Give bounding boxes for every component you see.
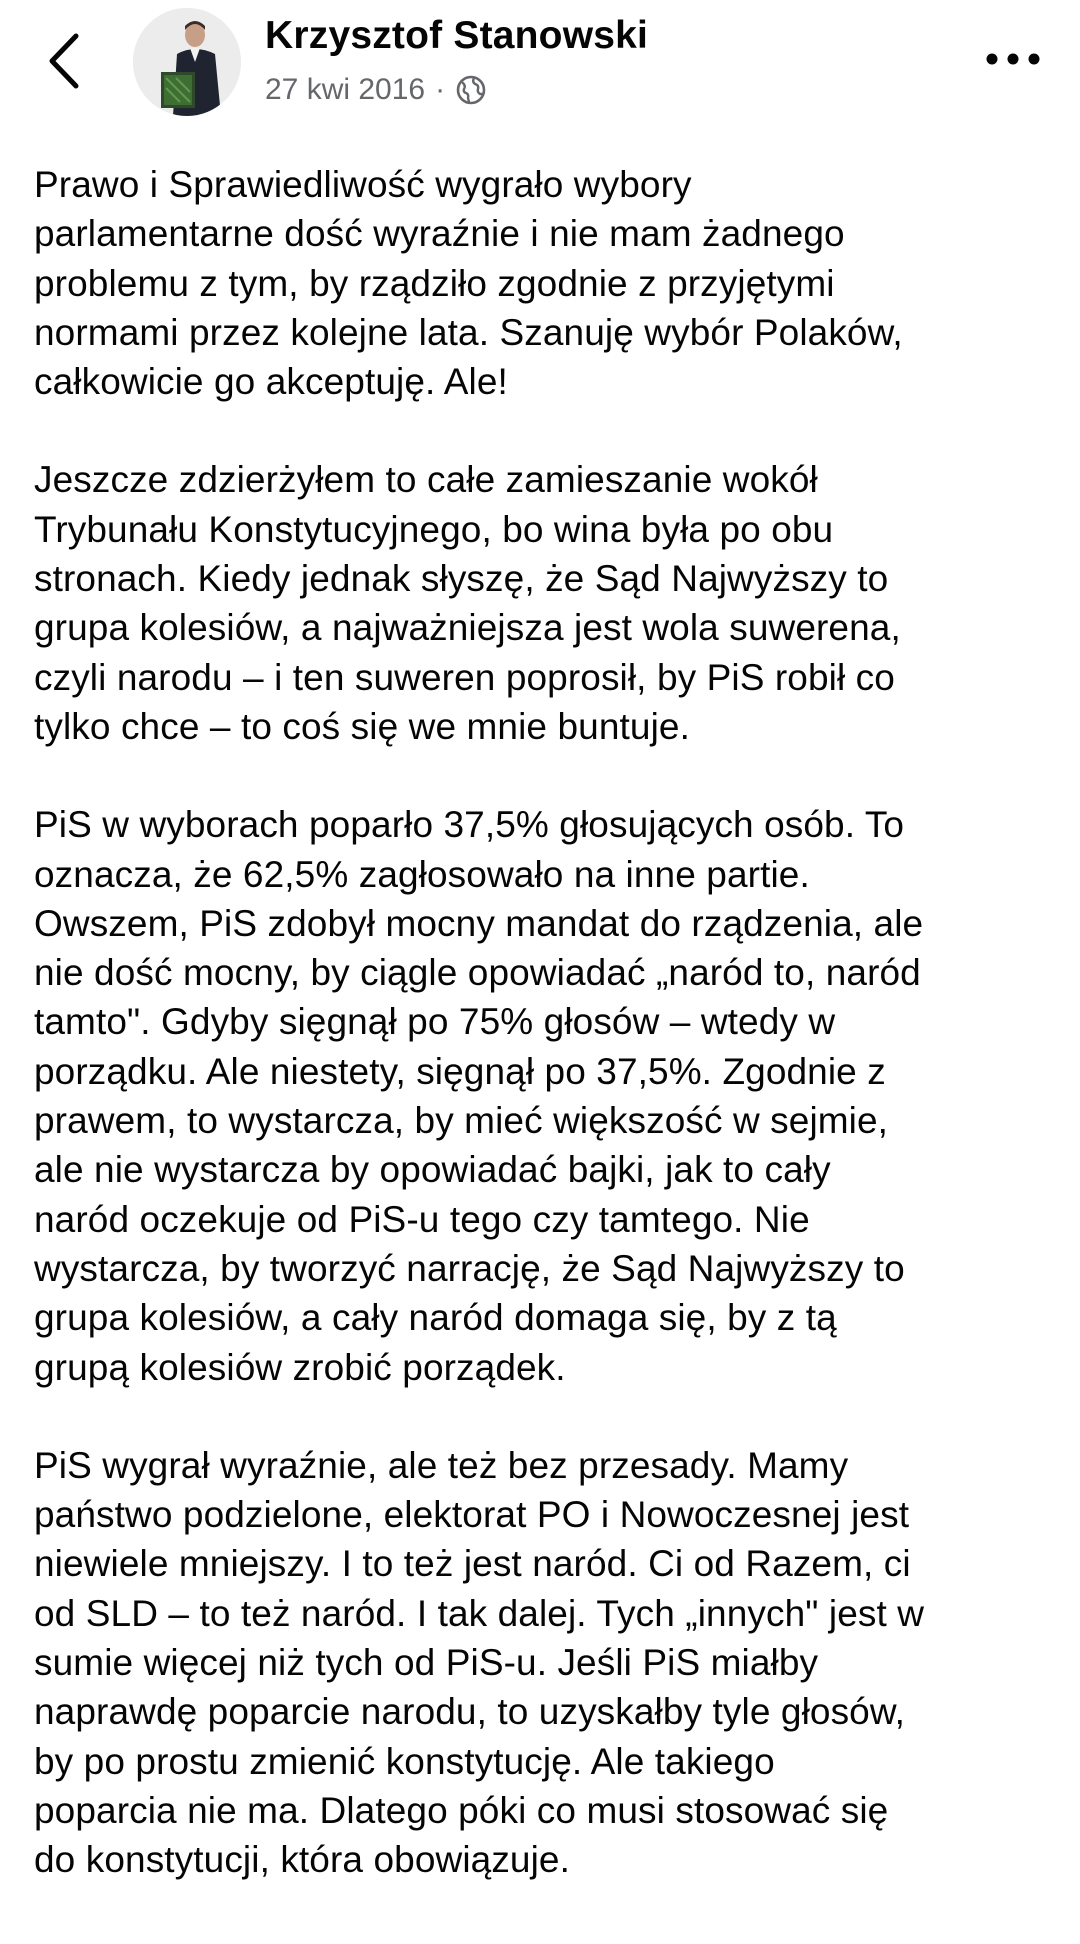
- post-date[interactable]: 27 kwi 2016: [265, 73, 426, 106]
- text-line: od SLD – to też naród. I tak dalej. Tych „innych" jest w: [34, 1592, 925, 1634]
- text-line: państwo podzielone, elektorat PO i Nowoczesnej jest: [34, 1494, 910, 1536]
- chevron-left-icon: [40, 26, 90, 96]
- text-line: normami przez kolejne lata. Szanuję wybór Polaków,: [34, 311, 903, 353]
- text-line: Trybunału Konstytucyjnego, bo wina była po obu: [34, 508, 834, 550]
- text-line: grupa kolesiów, a najważniejsza jest wola suwerena,: [34, 607, 901, 649]
- text-line: wystarcza, by tworzyć narrację, że Sąd Najwyższy to: [34, 1247, 905, 1289]
- text-line: by po prostu zmienić konstytucję. Ale takiego: [34, 1740, 775, 1782]
- text-line: nie dość mocny, by ciągle opowiadać „naród to, naród: [34, 952, 921, 994]
- text-line: grupa kolesiów, a cały naród domaga się, by z tą: [34, 1297, 837, 1339]
- text-line: naród oczekuje od PiS-u tego czy tamtego. Nie: [34, 1198, 810, 1240]
- post-text: [34, 160, 1054, 1934]
- post-paragraph: [34, 1441, 1054, 1885]
- text-line: czyli narodu – i ten suweren poprosił, by PiS robił co: [34, 656, 895, 698]
- more-horizontal-icon: [984, 44, 1042, 74]
- text-line: parlamentarne dość wyraźnie i nie mam żadnego: [34, 213, 845, 255]
- text-line: sumie więcej niż tych od PiS-u. Jeśli PiS miałby: [34, 1642, 819, 1684]
- text-line: PiS w wyborach poparło 37,5% głosujących osób. To: [34, 804, 905, 846]
- globe-icon: [455, 74, 487, 106]
- text-line: Owszem, PiS zdobył mocny mandat do rządzenia, ale: [34, 902, 924, 944]
- post-meta: [265, 70, 487, 110]
- author-name[interactable]: Krzysztof Stanowski: [265, 14, 649, 57]
- text-line: Jeszcze zdzierżyłem to całe zamieszanie wokół: [34, 459, 818, 501]
- text-line: porządku. Ale niestety, sięgnął po 37,5%. Zgodnie z: [34, 1050, 886, 1092]
- more-options-button[interactable]: [984, 44, 1042, 74]
- meta-separator: ·: [435, 73, 446, 106]
- text-line: problemu z tym, by rządziło zgodnie z przyjętymi: [34, 262, 835, 304]
- text-line: tylko chce – to coś się we mnie buntuje.: [34, 705, 690, 747]
- post-paragraph: [34, 160, 1054, 406]
- text-line: stronach. Kiedy jednak słyszę, że Sąd Najwyższy to: [34, 558, 889, 600]
- back-button[interactable]: [40, 26, 90, 96]
- text-line: ale nie wystarcza by opowiadać bajki, jak to cały: [34, 1149, 831, 1191]
- text-line: tamto". Gdyby sięgnął po 75% głosów – wtedy w: [34, 1001, 836, 1043]
- text-line: do konstytucji, która obowiązuje.: [34, 1839, 570, 1881]
- post-paragraph: [34, 455, 1054, 751]
- avatar[interactable]: [133, 8, 241, 116]
- text-line: Prawo i Sprawiedliwość wygrało wybory: [34, 164, 692, 205]
- text-line: poparcia nie ma. Dlatego póki co musi stosować się: [34, 1789, 889, 1831]
- text-line: PiS wygrał wyraźnie, ale też bez przesady. Mamy: [34, 1444, 849, 1486]
- text-line: całkowicie go akceptuję. Ale!: [34, 361, 508, 403]
- text-line: oznacza, że 62,5% zagłosowało na inne partie.: [34, 853, 810, 895]
- avatar-image: [133, 8, 241, 116]
- text-line: grupą kolesiów zrobić porządek.: [34, 1346, 566, 1388]
- post-paragraph: [34, 800, 1054, 1392]
- text-line: niewiele mniejszy. I to też jest naród. Ci od Razem, ci: [34, 1543, 911, 1585]
- post-header: [0, 0, 1080, 130]
- text-line: naprawdę poparcie narodu, to uzyskałby tyle głosów,: [34, 1691, 906, 1733]
- text-line: prawem, to wystarcza, by mieć większość w sejmie,: [34, 1100, 889, 1142]
